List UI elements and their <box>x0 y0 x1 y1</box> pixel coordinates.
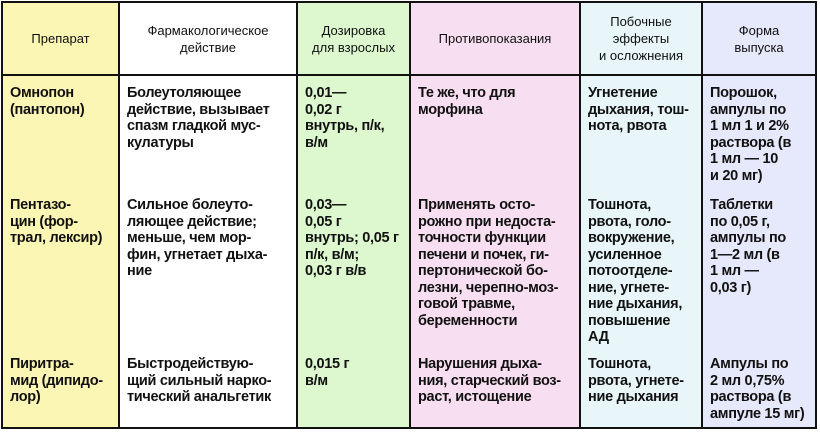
cell-contraindications: Нарушения дыха- ния, старческий воз- раст, истощение <box>418 356 561 405</box>
column-side-effects <box>581 3 703 427</box>
header-drug: Препарат <box>31 31 90 46</box>
cell-release-form: Порошок, ампулы по 1 мл 1 и 2% раствора (в 1 мл — 10 и 20 мг) <box>710 85 792 184</box>
cell-action: Быстродействую- щий сильный нарко- тический анальгетик <box>127 356 272 405</box>
drug-table <box>1 1 817 429</box>
column-drug <box>3 3 120 427</box>
column-release-form <box>703 3 817 427</box>
cell-drug: Омнопон (пантопон) <box>10 85 85 118</box>
cell-release-form: Таблетки по 0,05 г, ампулы по 1—2 мл (в 1 мл — 0,03 г) <box>710 197 786 296</box>
header-dose: Дозировка для взрослых <box>312 22 395 55</box>
cell-side-effects: Тошнота, рвота, угнете- ние дыхания <box>588 356 684 405</box>
cell-release-form: Ампулы по 2 мл 0,75% раствора (в ампуле 15 мг) <box>710 356 805 422</box>
cell-drug: Пиритра- мид (дипидо- лор) <box>10 356 103 405</box>
cell-side-effects: Угнетение дыхания, тош- нота, рвота <box>588 85 689 134</box>
cell-dose: 0,015 г в/м <box>305 356 350 389</box>
cell-action: Болеутоляющее действие, вызывает спазм гладкой мус- кулатуры <box>127 85 270 151</box>
cell-contraindications: Применять осто- рожно при недоста- точности функции печени и почек, ги- пертонической бо- лезни, черепно-моз- говой травме, беременности <box>418 197 559 329</box>
header-action: Фармакологическое действие <box>147 22 269 55</box>
cell-drug: Пентазо- цин (фор- трал, лексир) <box>10 197 103 246</box>
cell-contraindications: Те же, что для морфина <box>418 85 516 118</box>
cell-side-effects: Тошнота, рвота, голо- вокружение, усиленное потоотделе- ние, угнете- ние дыхания, повышение АД <box>588 197 683 345</box>
column-dose <box>298 3 411 427</box>
header-contraindications: Противопоказания <box>438 31 552 46</box>
header-side-effects: Побочные эффекты и осложнения <box>598 14 683 63</box>
column-action <box>120 3 298 427</box>
column-contraindications <box>411 3 581 427</box>
cell-dose: 0,01— 0,02 г внутрь, п/к, в/м <box>305 85 385 151</box>
header-divider <box>3 74 815 76</box>
cell-action: Сильное болеуто- ляющее действие; меньше, чем мор- фин, угнетает дыха- ние <box>127 197 268 279</box>
header-release-form: Форма выпуска <box>734 22 784 55</box>
cell-dose: 0,03— 0,05 г внутрь; 0,05 г п/к, в/м; 0,03 г в/в <box>305 197 399 279</box>
